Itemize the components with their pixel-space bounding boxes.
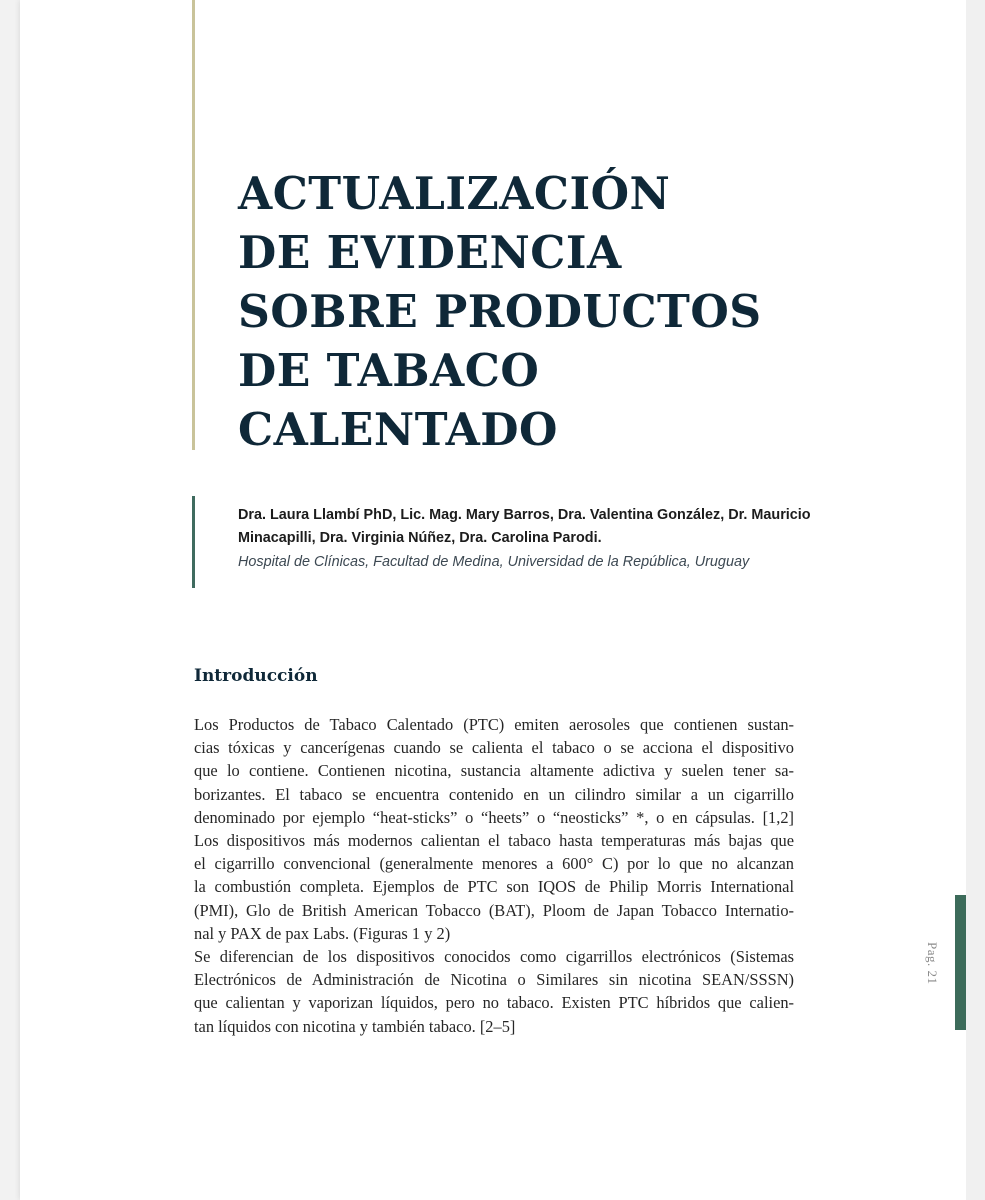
title-line: CALENTADO [238, 403, 558, 456]
authors-accent-rule [192, 496, 195, 588]
body-line: tan líquidos con nicotina y también tabaco. [2–5] [194, 1016, 516, 1036]
body-line: Los Productos de Tabaco Calentado (PTC) emiten aerosoles que contienen sustan- [194, 715, 794, 734]
title-line: ACTUALIZACIÓN [238, 167, 671, 220]
authors-block [238, 504, 811, 550]
page-edge [966, 0, 985, 1200]
introduction-paragraph [194, 713, 794, 1038]
body-line: borizantes. El tabaco se encuentra contenido en un cilindro similar a un cigarrillo [194, 784, 794, 804]
title-line: DE TABACO [238, 344, 540, 397]
page-number: Pag. 21 [925, 942, 940, 985]
page-tab-marker [955, 895, 966, 1030]
body-line: la combustión completa. Ejemplos de PTC son IQOS de Philip Morris International [194, 877, 794, 897]
body-line: Electrónicos de Administración de Nicotina o Similares sin nicotina SEAN/SSSN) [194, 970, 794, 990]
authors-line: Dra. Laura Llambí PhD, Lic. Mag. Mary Barros, Dra. Valentina González, Dr. Mauricio [238, 507, 811, 523]
body-line: (PMI), Glo de British American Tobacco (BAT), Ploom de Japan Tobacco Internatio- [194, 900, 794, 920]
article-title [238, 164, 772, 459]
body-line: que lo contiene. Contienen nicotina, sustancia altamente adictiva y suelen tener sa- [194, 761, 794, 781]
body-line: Los dispositivos más modernos calientan el tabaco hasta temperaturas más bajas que [194, 831, 794, 851]
body-line: que calientan y vaporizan líquidos, pero no tabaco. Existen PTC híbridos que calien- [194, 993, 794, 1013]
title-line: DE EVIDENCIA [238, 226, 622, 279]
section-heading: Introducción [194, 666, 318, 686]
affiliation: Hospital de Clínicas, Facultad de Medina, Universidad de la República, Uruguay [238, 554, 750, 570]
body-line: nal y PAX de pax Labs. (Figuras 1 y 2) [194, 923, 451, 943]
body-line: Se diferencian de los dispositivos conocidos como cigarrillos electrónicos (Sistemas [194, 947, 794, 967]
body-line: cias tóxicas y cancerígenas cuando se calienta el tabaco o se acciona el dispositivo [194, 738, 794, 758]
title-line: SOBRE PRODUCTOS [238, 285, 762, 338]
body-line: el cigarrillo convencional (generalmente menores a 600° C) por lo que no alcanzan [194, 854, 794, 874]
body-line: denominado por ejemplo “heat-sticks” o “heets” o “neosticks” *, o en cápsulas. [1,2] [194, 807, 794, 827]
authors-line: Minacapilli, Dra. Virginia Núñez, Dra. Carolina Parodi. [238, 530, 602, 546]
title-accent-rule [192, 0, 195, 450]
